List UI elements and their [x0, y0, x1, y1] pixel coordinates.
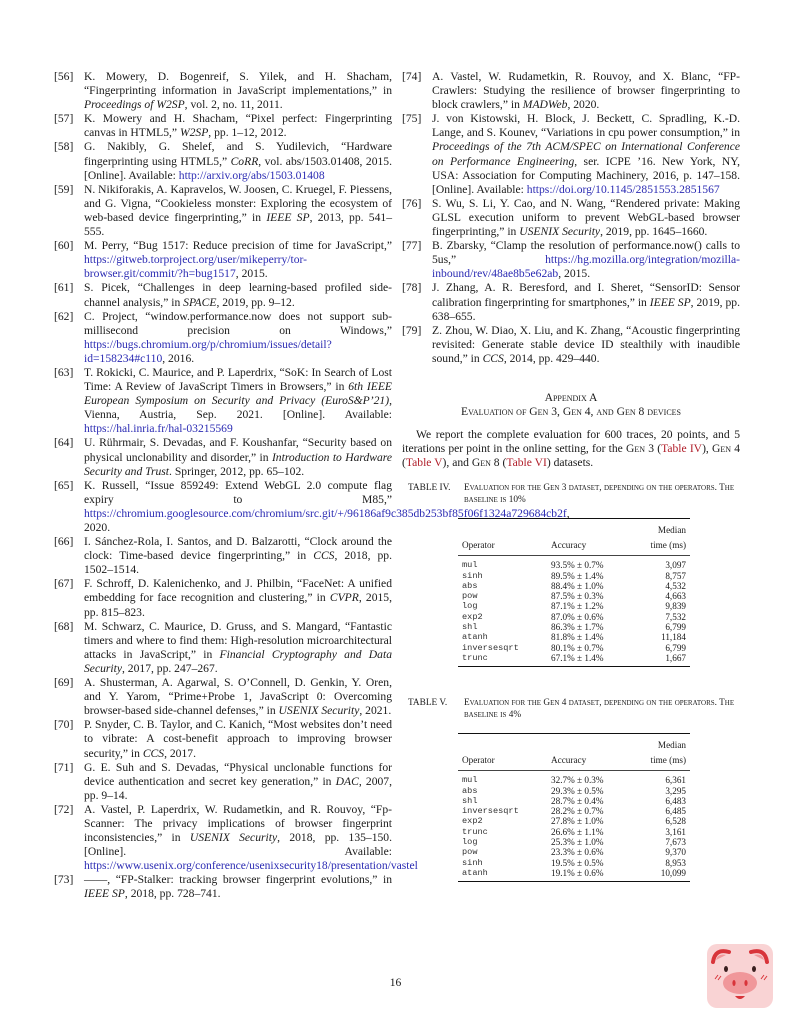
- header-median: Median: [630, 734, 690, 754]
- reference-entry: [54, 436, 392, 478]
- text-run: B. Zbarsky, “Clamp the resolution of performance.now() calls to 5us,”: [432, 239, 740, 267]
- text-run: T. Rokicki, C. Maurice, and P. Laperdrix, “SoK: In Search of Lost Time: A Review of JavaScript Timers in Browsers,” in: [84, 365, 392, 394]
- reference-entry: [54, 577, 392, 619]
- accuracy-cell: 32.7% ± 0.3%: [551, 775, 604, 786]
- operator-cell: atanh: [462, 632, 488, 643]
- operator-cell: exp2: [462, 816, 483, 827]
- reference-entry: [54, 310, 392, 366]
- header-operator: Operator: [458, 753, 547, 771]
- dataset-name: Gen 4: [712, 442, 741, 456]
- median-time-cell: 6,361: [665, 775, 686, 786]
- accuracy-cell: 26.6% ± 1.1%: [551, 826, 604, 837]
- operator-cell: inversesqrt: [462, 642, 519, 653]
- table-row: [458, 601, 690, 611]
- median-time-cell: 7,532: [665, 611, 686, 622]
- reference-entry: [54, 676, 392, 718]
- venue-text: USENIX Security: [189, 831, 278, 845]
- text-run: G. E. Suh and S. Devadas, “Physical unclonable functions for device authentication and secret key generation,” in: [84, 760, 392, 788]
- results-table-gen3: [458, 518, 690, 667]
- text-run: , 2007, pp. 9–14.: [84, 774, 393, 802]
- reference-entry: [54, 366, 392, 436]
- reference-number: [64]: [54, 436, 74, 450]
- reference-number: [58]: [54, 140, 74, 154]
- table-row: [458, 868, 690, 882]
- venue-text: CoRR: [230, 154, 259, 168]
- reference-number: [61]: [54, 281, 74, 295]
- venue-text: Proceedings of the 7th ACM/SPEC on International Conference on Performance Engineering: [432, 140, 740, 168]
- table-row: [458, 632, 690, 642]
- appendix-heading-block: [402, 391, 740, 420]
- table-caption: [402, 482, 740, 506]
- table-row: [458, 571, 690, 581]
- reference-entry: [402, 112, 740, 197]
- table-row: [458, 643, 690, 653]
- reference-entry: [54, 802, 418, 873]
- reference-number: [62]: [54, 309, 74, 323]
- text-run: We report the complete evaluation for 600 traces, 20 points, and 5 iterations per point in the online setting, for the: [402, 427, 740, 456]
- table-row: [458, 581, 690, 591]
- text-run: ——, “FP-Stalker: tracking browser fingerprint evolutions,” in: [84, 873, 392, 887]
- text-run: C. Project, “window.performance.now does not support sub-millisecond precision on Windows,”: [84, 309, 392, 337]
- operator-cell: log: [462, 601, 478, 612]
- venue-text: MADWeb: [522, 98, 568, 112]
- text-run: J. von Kistowski, H. Block, J. Beckett, C. Spradling, K.-D. Lange, and S. Kounev, “Variations in cpu power consumption,” in: [432, 112, 740, 140]
- venue-text: IEEE SP: [649, 295, 691, 309]
- text-run: A. Shusterman, A. Agarwal, S. O’Connell, D. Genkin, Y. Oren, and Y. Yarom, “Prime+Probe 1, JavaScript 0: Overcoming browser-based side-channel defenses,” in: [84, 676, 392, 718]
- reference-entry: [54, 620, 392, 676]
- reference-entry: [54, 761, 392, 803]
- table-row: [458, 653, 690, 667]
- reference-link[interactable]: https://www.usenix.org/conference/usenixsecurity18/presentation/vastel: [84, 859, 418, 873]
- median-time-cell: 6,799: [665, 642, 686, 653]
- table-iv: [402, 482, 740, 667]
- text-run: , 2020.: [84, 506, 570, 534]
- reference-entry: [54, 112, 392, 140]
- reference-number: [79]: [402, 323, 422, 337]
- table-label: TABLE V.: [408, 698, 448, 709]
- operator-cell: abs: [462, 580, 478, 591]
- reference-number: [66]: [54, 535, 74, 549]
- table-row: [458, 556, 690, 571]
- reference-number: [60]: [54, 239, 74, 253]
- text-run: S. Picek, “Challenges in deep learning-based profiled side-channel analysis,” in: [84, 281, 392, 309]
- median-time-cell: 1,667: [630, 653, 690, 667]
- accuracy-cell: 67.1% ± 1.4%: [547, 653, 630, 667]
- operator-cell: pow: [462, 591, 478, 602]
- text-run: , 2015.: [558, 267, 591, 281]
- table-row: [458, 591, 690, 601]
- venue-text: SPACE: [183, 295, 217, 309]
- table-label: TABLE IV.: [408, 483, 451, 494]
- references-right-column: [402, 70, 740, 366]
- text-run: , 2015.: [235, 267, 268, 281]
- reference-entry: [54, 70, 392, 112]
- median-time-cell: 10,099: [630, 868, 690, 882]
- page-number: 16: [389, 976, 402, 989]
- text-run: , 2019, pp. 9–12.: [216, 295, 295, 309]
- text-run: J. Zhang, A. R. Beresford, and I. Sheret, “SensorID: Sensor calibration fingerprinting for smartphones,” in: [432, 281, 740, 309]
- reference-entry: [402, 197, 740, 239]
- text-run: A. Vastel, P. Laperdrix, W. Rudametkin, and R. Rouvoy, “Fp-Scanner: The privacy implications of browser fingerprint inconsistencies,” in: [84, 802, 392, 845]
- table-row: [458, 827, 690, 837]
- accuracy-cell: 28.2% ± 0.7%: [551, 806, 604, 817]
- text-run: , vol. abs/1503.01408, 2015. [Online]. Available:: [84, 154, 392, 182]
- median-time-cell: 11,184: [661, 632, 686, 643]
- text-run: U. Rührmair, S. Devadas, and F. Koushanfar, “Security based on physical unclonability and disorder,” in: [84, 436, 392, 464]
- accuracy-cell: 19.1% ± 0.6%: [547, 868, 630, 882]
- table-v: [402, 697, 740, 882]
- text-run: G. Nakibly, G. Shelef, and S. Yudilevich, “Hardware fingerprinting using HTML5,”: [84, 140, 392, 168]
- reference-number: [76]: [402, 196, 422, 210]
- text-run: F. Schroff, D. Kalenichenko, and J. Philbin, “FaceNet: A unified embedding for face recognition and clustering,” in: [84, 577, 392, 605]
- accuracy-cell: 80.1% ± 0.7%: [551, 642, 604, 653]
- text-run: ), and: [442, 456, 472, 470]
- pig-face-icon[interactable]: [703, 938, 777, 1012]
- reference-entry: [54, 281, 392, 309]
- reference-link[interactable]: https://doi.org/10.1145/2851553.2851567: [526, 182, 720, 196]
- median-time-cell: 6,485: [665, 806, 686, 817]
- table-row: [458, 816, 690, 826]
- operator-cell: shl: [462, 795, 478, 806]
- text-run: S. Wu, S. Li, Y. Cao, and N. Wang, “Rendered private: Making GLSL execution uniform to prevent WebGL-based browser fingerprinting,” in: [432, 196, 740, 239]
- table-row: [458, 858, 690, 868]
- text-run: , Vienna, Austria, Sep. 2021. [Online]. Available:: [84, 394, 392, 422]
- table-row: [458, 771, 690, 786]
- reference-number: [65]: [54, 478, 74, 492]
- text-run: , 2021.: [359, 704, 392, 718]
- accuracy-cell: 81.8% ± 1.4%: [551, 632, 604, 643]
- accuracy-cell: 93.5% ± 0.7%: [551, 560, 604, 571]
- operator-cell: mul: [462, 775, 478, 786]
- accuracy-cell: 19.5% ± 0.5%: [551, 857, 604, 868]
- reference-number: [75]: [402, 112, 422, 126]
- reference-number: [57]: [54, 112, 74, 126]
- reference-link[interactable]: http://arxiv.org/abs/1503.01408: [178, 168, 325, 182]
- median-time-cell: 9,370: [665, 847, 686, 858]
- table-row: [458, 847, 690, 857]
- text-run: I. Sánchez-Rola, I. Santos, and D. Balzarotti, “Clock around the clock: Time-based device fingerprinting,” in: [84, 535, 392, 563]
- text-run: , 2019, pp. 1645–1660.: [600, 225, 708, 239]
- text-run: M. Schwarz, C. Maurice, D. Gruss, and S. Mangard, “Fantastic timers and where to find them: High-resolution microarchitectural attacks in JavaScript,” in: [84, 619, 392, 661]
- text-run: , 2016.: [162, 351, 195, 365]
- median-time-cell: 6,528: [665, 816, 686, 827]
- venue-text: W2SP: [179, 126, 209, 140]
- median-time-cell: 4,663: [665, 591, 686, 602]
- median-time-cell: 3,161: [665, 826, 686, 837]
- reference-entry: [54, 140, 392, 182]
- venue-text: USENIX Security: [278, 704, 360, 718]
- operator-cell: sinh: [462, 857, 483, 868]
- text-run: A. Vastel, W. Rudametkin, R. Rouvoy, and X. Blanc, “FP-Crawlers: Studying the resilience of browser fingerprinting to block crawlers,” in: [432, 70, 740, 112]
- reference-link[interactable]: https://hg.mozilla.org/integration/mozilla-inbound/rev/48ae8b5e62ab: [432, 253, 740, 281]
- venue-text: DAC: [335, 774, 359, 788]
- reference-number: [73]: [54, 873, 74, 887]
- header-time: time (ms): [630, 753, 690, 771]
- reference-number: [78]: [402, 281, 422, 295]
- venue-text: Financial Cryptography and Data Security: [84, 647, 392, 675]
- header-median: Median: [630, 519, 690, 539]
- median-time-cell: 7,673: [665, 837, 686, 847]
- text-run: K. Mowery and H. Shacham, “Pixel perfect: Fingerprinting canvas in HTML5,”: [84, 112, 392, 140]
- header-operator: Operator: [458, 538, 547, 556]
- table-caption: [402, 697, 740, 721]
- accuracy-cell: 86.3% ± 1.7%: [551, 622, 604, 633]
- venue-text: 6th IEEE European Symposium on Security and Privacy (EuroS&P’21): [84, 380, 392, 408]
- text-run: (: [654, 442, 662, 456]
- operator-cell: inversesqrt: [462, 806, 519, 817]
- median-time-cell: 3,295: [665, 785, 686, 796]
- table-row: [458, 612, 690, 622]
- accuracy-cell: 23.3% ± 0.6%: [551, 847, 604, 858]
- reference-number: [69]: [54, 676, 74, 690]
- text-run: M. Perry, “Bug 1517: Reduce precision of time for JavaScript,”: [84, 239, 392, 253]
- text-run: ) datasets.: [546, 456, 594, 470]
- reference-entry: [402, 70, 740, 112]
- reference-number: [74]: [402, 70, 422, 83]
- venue-text: USENIX Security: [519, 225, 601, 239]
- operator-cell: abs: [462, 785, 478, 796]
- reference-link[interactable]: https://bugs.chromium.org/p/chromium/issues/detail?id=158234#c110: [84, 337, 332, 365]
- accuracy-cell: 28.7% ± 0.4%: [551, 795, 604, 806]
- operator-cell: pow: [462, 847, 478, 858]
- accuracy-cell: 25.3% ± 1.0%: [551, 837, 604, 847]
- text-run: ),: [702, 442, 712, 456]
- operator-cell: mul: [462, 560, 478, 571]
- text-run: , ser. ICPE ’16. New York, NY, USA: Association for Computing Machinery, 2016, p. 147–158. [Online]. Available:: [432, 154, 741, 196]
- reference-entry: [402, 324, 740, 366]
- text-run: , 2015, pp. 815–823.: [84, 591, 392, 619]
- text-run: , 2013, pp. 541–555.: [84, 210, 392, 239]
- venue-text: CCS: [482, 351, 504, 365]
- text-run: Z. Zhou, W. Diao, X. Liu, and K. Zhang, “Acoustic fingerprinting revisited: Generate stable device ID stealthily with inaudible sound,” in: [432, 323, 740, 365]
- text-run: P. Snyder, C. B. Taylor, and C. Kanich, “Most websites don’t need to vibrate: A cost-benefit approach to improving browser security,” in: [84, 718, 392, 760]
- venue-text: CCS: [142, 746, 165, 760]
- reference-link[interactable]: https://gitweb.torproject.org/user/mikeperry/tor-browser.git/commit/?h=bug1517: [84, 253, 308, 281]
- text-run: , 2018, pp. 728–741.: [124, 887, 221, 901]
- results-table-gen4: [458, 733, 690, 882]
- text-run: N. Nikiforakis, A. Kapravelos, W. Joosen, C. Kruegel, F. Piessens, and G. Vigna, “Cookieless monster: Exploring the ecosystem of web-based device fingerprinting,” in: [84, 182, 392, 224]
- median-time-cell: 3,097: [665, 560, 686, 571]
- table-row: [458, 806, 690, 816]
- venue-text: Proceedings of W2SP: [84, 98, 185, 112]
- venue-text: CVPR: [329, 591, 359, 605]
- venue-text: CCS: [313, 549, 335, 563]
- header-accuracy: Accuracy: [547, 538, 630, 556]
- operator-cell: atanh: [458, 868, 547, 882]
- text-run: K. Mowery, D. Bogenreif, S. Yilek, and H. Shacham, “Fingerprinting information in JavaScript implementations,” in: [84, 70, 392, 98]
- reference-number: [68]: [54, 619, 74, 633]
- text-run: , 2018, pp. 135–150. [Online]. Available:: [84, 831, 392, 859]
- header-time: time (ms): [630, 538, 690, 556]
- text-run: (: [499, 456, 507, 470]
- reference-entry: [54, 535, 392, 577]
- header-accuracy: Accuracy: [547, 753, 630, 771]
- text-run: , pp. 1–12, 2012.: [208, 126, 287, 140]
- accuracy-cell: 27.8% ± 1.0%: [551, 816, 604, 827]
- reference-entry: [54, 183, 392, 239]
- accuracy-cell: 88.4% ± 1.0%: [551, 580, 604, 591]
- text-run: K. Russell, “Issue 859249: Extend WebGL 2.0 compute flag expiry to M85,”: [84, 478, 392, 506]
- reference-number: [70]: [54, 718, 74, 732]
- text-run: , vol. 2, no. 11, 2011.: [184, 98, 283, 112]
- median-time-cell: 6,483: [665, 795, 686, 806]
- reference-number: [71]: [54, 760, 74, 774]
- reference-entry: [402, 239, 740, 281]
- text-run: , 2018, pp. 1502–1514.: [84, 549, 392, 577]
- reference-link[interactable]: https://chromium.googlesource.com/chromium/src.git/+/96186af9c385db253bf85f06f1324a729684cb2f: [84, 506, 567, 520]
- venue-text: IEEE SP: [266, 210, 310, 224]
- table-crossref-link[interactable]: Table VI: [506, 456, 547, 470]
- table-crossref-link[interactable]: Table IV: [661, 442, 703, 456]
- table-row: [458, 786, 690, 796]
- operator-cell: trunc: [458, 653, 547, 667]
- venue-text: Introduction to Hardware Security and Trust: [84, 450, 393, 478]
- table-caption-text: Evaluation for the Gen 3 dataset, depending on the operators. The baseline is 10%: [464, 483, 735, 506]
- reference-entry: [402, 281, 740, 323]
- reference-number: [63]: [54, 365, 74, 379]
- median-time-cell: 8,953: [665, 857, 686, 868]
- operator-cell: trunc: [462, 826, 488, 837]
- text-run: , 2017, pp. 247–267.: [122, 661, 218, 675]
- text-run: , 2019, pp. 638–655.: [432, 295, 740, 323]
- text-run: , 2020.: [567, 98, 600, 112]
- reference-number: [56]: [54, 70, 74, 83]
- right-column: [402, 70, 740, 882]
- reference-entry: [54, 718, 392, 760]
- reference-number: [67]: [54, 577, 74, 591]
- accuracy-cell: 87.0% ± 0.6%: [551, 611, 604, 622]
- accuracy-cell: 29.3% ± 0.5%: [551, 785, 604, 796]
- reference-number: [72]: [54, 802, 74, 816]
- reference-number: [59]: [54, 182, 74, 196]
- operator-cell: exp2: [462, 611, 483, 622]
- reference-entry: [54, 239, 392, 281]
- table-crossref-link[interactable]: Table V: [405, 456, 443, 470]
- median-time-cell: 8,757: [665, 570, 686, 581]
- reference-link[interactable]: https://hal.inria.fr/hal-03215569: [84, 422, 233, 436]
- table-caption-text: Evaluation for the Gen 4 dataset, depending on the operators. The baseline is 4%: [464, 698, 735, 721]
- text-run: (: [402, 456, 406, 470]
- text-run: . Springer, 2012, pp. 65–102.: [169, 464, 305, 478]
- accuracy-cell: 89.5% ± 1.4%: [551, 570, 604, 581]
- appendix-label: Appendix A: [544, 390, 598, 404]
- table-row: [458, 622, 690, 632]
- reference-entry: [54, 873, 392, 901]
- operator-cell: shl: [462, 622, 478, 633]
- operator-cell: sinh: [462, 570, 483, 581]
- appendix-paragraph: [402, 428, 740, 470]
- text-run: , 2014, pp. 429–440.: [503, 351, 600, 365]
- table-row: [458, 837, 690, 847]
- appendix-title: Evaluation of Gen 3, Gen 4, and Gen 8 devices: [461, 405, 681, 419]
- dataset-name: Gen 8: [471, 456, 500, 470]
- text-run: , 2017.: [164, 746, 196, 760]
- accuracy-cell: 87.1% ± 1.2%: [551, 601, 604, 612]
- median-time-cell: 4,532: [665, 580, 686, 591]
- median-time-cell: 6,799: [665, 622, 686, 633]
- median-time-cell: 9,839: [665, 601, 686, 612]
- operator-cell: log: [462, 837, 478, 847]
- accuracy-cell: 87.5% ± 0.3%: [551, 591, 604, 602]
- table-row: [458, 796, 690, 806]
- reference-number: [77]: [402, 239, 422, 253]
- venue-text: IEEE SP: [84, 887, 125, 901]
- dataset-name: Gen 3: [626, 442, 655, 456]
